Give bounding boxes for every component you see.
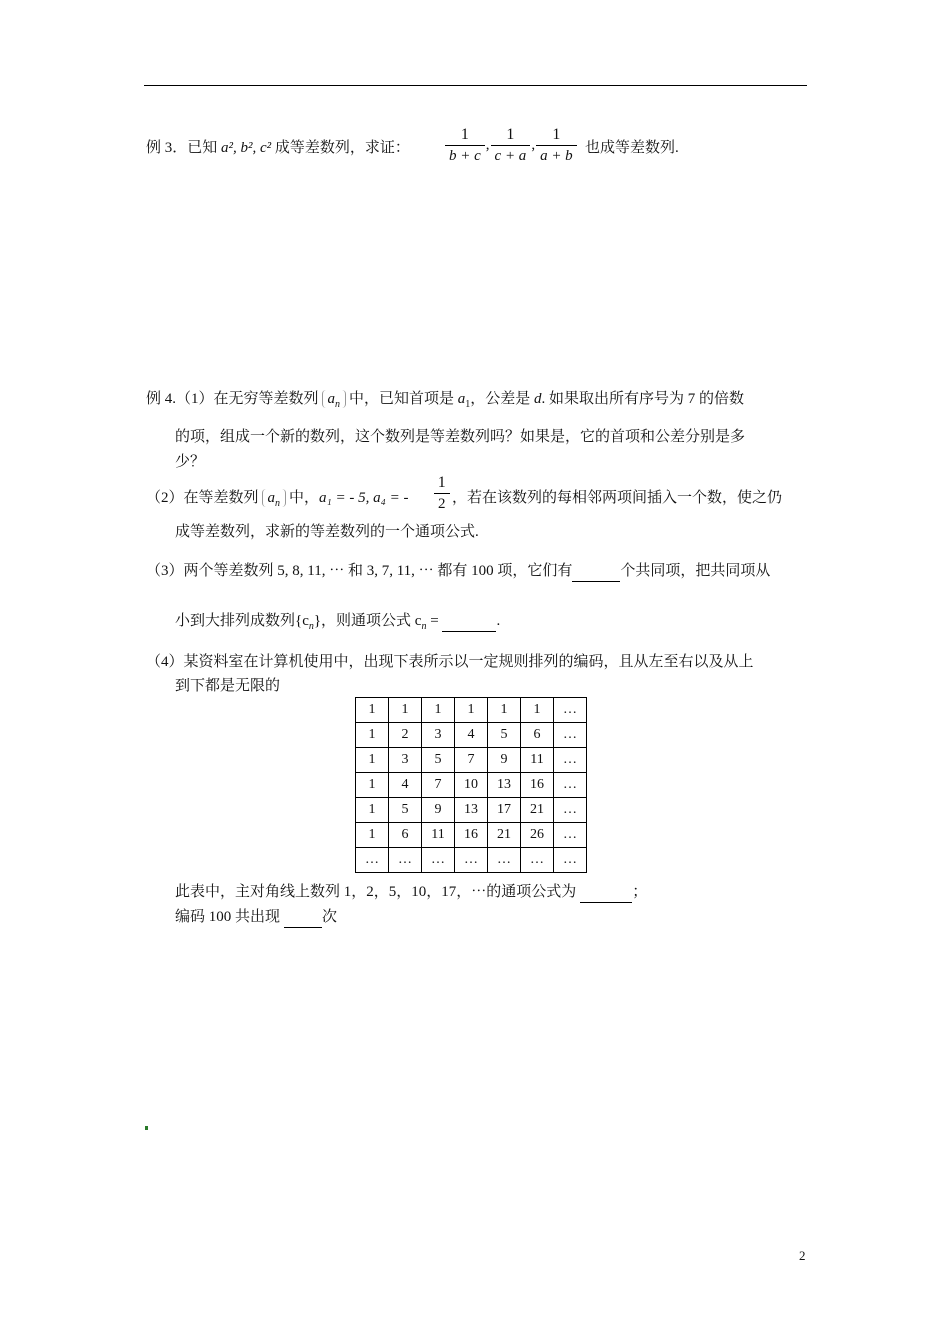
table-cell: … <box>554 798 587 823</box>
table-cell: 3 <box>422 723 455 748</box>
table-cell: 1 <box>356 698 389 723</box>
table-cell: 10 <box>455 773 488 798</box>
table-cell: 21 <box>521 798 554 823</box>
ex3-text1: 成等差数列，求证： <box>274 140 410 156</box>
table-cell: … <box>554 698 587 723</box>
table-cell: 1 <box>356 748 389 773</box>
table-cell: 7 <box>422 773 455 798</box>
table-cell: … <box>356 848 389 873</box>
table-cell: 2 <box>389 723 422 748</box>
ex4-part2-text2: ，若在该数列的每相邻两项间插入一个数，使之仍 <box>452 490 783 506</box>
fraction-1: $\frac{1}{b + c}$ <box>445 125 485 166</box>
fraction-2: $\frac{1}{c + a}$ <box>491 125 531 166</box>
table-cell: … <box>554 848 587 873</box>
question-count: 编码 100 共出现 次 <box>175 907 337 928</box>
table-cell: … <box>554 748 587 773</box>
ex4-label: 例 4.（1）在无穷等差数列 <box>146 391 319 407</box>
header-rule <box>144 85 807 86</box>
table-row <box>356 723 587 748</box>
table-cell: … <box>554 823 587 848</box>
answer-blank-1[interactable] <box>572 561 620 582</box>
example-3 <box>146 138 410 158</box>
page-number: 2 <box>799 1248 806 1263</box>
table-cell: 1 <box>356 798 389 823</box>
table-cell: 16 <box>521 773 554 798</box>
table-cell: 1 <box>356 723 389 748</box>
ex4-part2-line2: 成等差数列，求新的等差数列的一个通项公式. <box>175 524 479 540</box>
sequence-bracket-2: $a_n$ <box>262 489 287 507</box>
table-cell: 16 <box>455 823 488 848</box>
ex4-part2-line1: （2）在等差数列 $a_n$ 中，a₁ = - 5, a₄ = - <box>146 490 409 509</box>
table-cell: 11 <box>422 823 455 848</box>
table-cell: … <box>455 848 488 873</box>
ex4-part1-line3: 少？ <box>175 454 206 470</box>
ex4-part3-line1: （3）两个等差数列 5, 8, 11, ⋯ 和 3, 7, 11, ⋯ 都有 100 项，它们有 个共同项，把共同项从 <box>146 561 770 582</box>
table-cell: 9 <box>422 798 455 823</box>
table-cell: 1 <box>356 823 389 848</box>
table-cell: 5 <box>422 748 455 773</box>
ex4-part3-line2: 小到大排列成数列$\{c_n\}$，则通项公式 $c_n$ = . <box>175 613 501 632</box>
table-cell: 1 <box>356 773 389 798</box>
table-row <box>356 698 587 723</box>
ex3-terms: a², b², c² <box>221 140 272 156</box>
ex4-part2-fraction: $\frac{1}{2}$ <box>433 473 451 514</box>
table-cell: 7 <box>455 748 488 773</box>
table-cell: 1 <box>521 698 554 723</box>
answer-blank-4[interactable] <box>284 907 322 928</box>
ex3-fractions: $\frac{1}{b + c}$ , $\frac{1}{c + a}$ , $\frac{1}{a + b}$ <box>444 125 578 166</box>
table-cell: 3 <box>389 748 422 773</box>
table-cell: 1 <box>389 698 422 723</box>
question-diagonal: 此表中，主对角线上数列 1，2，5，10，17，⋯的通项公式为 ； <box>175 882 647 903</box>
table-cell: 5 <box>488 723 521 748</box>
table-cell: 17 <box>488 798 521 823</box>
table-row <box>356 773 587 798</box>
sequence-bracket: $a_n$ <box>322 390 347 408</box>
ex4-part4-line2: 到下都是无限的 <box>175 678 281 694</box>
ex4-part1-line1: 例 4.（1）在无穷等差数列 $a_n$ 中，已知首项是 $a_1$，公差是 d. 如果取出所有序号为 7 的倍数 <box>146 391 745 410</box>
stray-mark <box>145 1126 148 1130</box>
table-cell: 5 <box>389 798 422 823</box>
table-cell: … <box>422 848 455 873</box>
fraction-3: $\frac{1}{a + b}$ <box>536 125 577 166</box>
table-cell: 1 <box>455 698 488 723</box>
table-row <box>356 748 587 773</box>
table-cell: … <box>488 848 521 873</box>
ex3-text2: 也成等差数列. <box>585 140 679 156</box>
table-row <box>356 798 587 823</box>
table-row <box>356 823 587 848</box>
table-cell: 1 <box>488 698 521 723</box>
table-cell: 6 <box>389 823 422 848</box>
table-cell: … <box>389 848 422 873</box>
answer-blank-3[interactable] <box>580 882 632 903</box>
table-cell: 4 <box>389 773 422 798</box>
table-cell: 4 <box>455 723 488 748</box>
table-row <box>356 848 587 873</box>
table-cell: … <box>554 723 587 748</box>
table-cell: 26 <box>521 823 554 848</box>
answer-blank-2[interactable] <box>442 611 496 632</box>
table-cell: … <box>521 848 554 873</box>
table-cell: 1 <box>422 698 455 723</box>
table-cell: 13 <box>455 798 488 823</box>
ex3-label: 例 3．已知 <box>146 140 218 156</box>
table-cell: 9 <box>488 748 521 773</box>
ex4-part1-line2: 的项，组成一个新的数列，这个数列是等差数列吗？如果是，它的首项和公差分别是多 <box>175 429 746 445</box>
code-table <box>355 697 587 873</box>
table-cell: 11 <box>521 748 554 773</box>
table-cell: 6 <box>521 723 554 748</box>
table-cell: … <box>554 773 587 798</box>
table-cell: 21 <box>488 823 521 848</box>
table-cell: 13 <box>488 773 521 798</box>
ex4-part4-line1: （4）某资料室在计算机使用中，出现下表所示以一定规则排列的编码，且从左至右以及从上 <box>146 654 754 670</box>
